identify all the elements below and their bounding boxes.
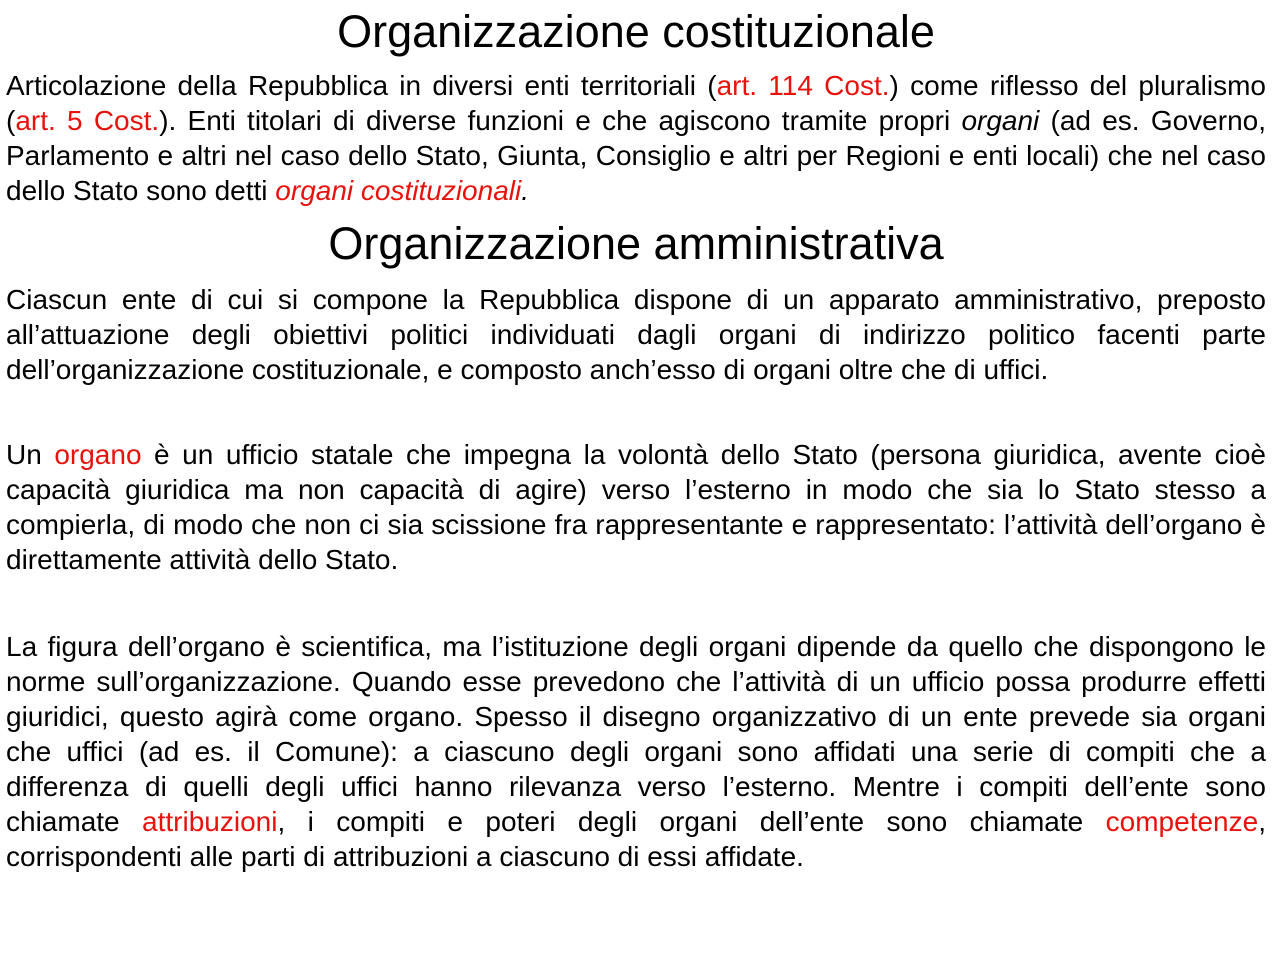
- paragraph-organo: [6, 437, 1266, 577]
- paragraph-figura-organo: [6, 629, 1266, 874]
- section-title-costituzionale: Organizzazione costituzionale: [337, 6, 935, 57]
- text-span: ). Enti titolari di diverse funzioni e che agiscono tramite propri: [159, 105, 962, 136]
- section-title-amministrativa: Organizzazione amministrativa: [328, 218, 944, 269]
- term-organo: organo: [54, 439, 142, 470]
- term-organi-costituzionali: organi costituzionali: [275, 175, 522, 206]
- text-span: ) come riflesso del pluralismo (: [6, 70, 1266, 136]
- link-art-5[interactable]: art. 5 Cost.: [15, 105, 160, 136]
- term-organi: organi: [961, 105, 1040, 136]
- text-span: (ad es. Governo, Parlamento e altri nel caso dello Stato, Giunta, Consiglio e altri per Regioni e enti locali) che nel caso dello Stato sono detti: [6, 105, 1266, 206]
- paragraph-apparato: Ciascun ente di cui si compone la Repubblica dispone di un apparato amministrativo, preposto all’attuazione degli obiettivi politici individuati dagli organi di indirizzo politico facenti parte dell’organizzazione costituzionale, e composto anch’esso di organi oltre che di uffici.: [6, 284, 1266, 385]
- term-attribuzioni: attribuzioni: [142, 806, 278, 837]
- text-period: .: [521, 175, 529, 206]
- text-span: Un: [6, 439, 55, 470]
- slide: [0, 4, 1280, 964]
- link-art-114[interactable]: art. 114 Cost.: [716, 70, 890, 101]
- text-span: è un ufficio statale che impegna la volontà dello Stato (persona giuridica, avente cioè capacità giuridica ma non capacità di agire) verso l’esterno in modo che sia lo Stato stesso a compierla, di modo che non ci sia scissione fra rappresentante e rappresentato: l’attività dell’organo è direttamente attività dello Stato.: [6, 439, 1266, 575]
- term-competenze: competenze: [1105, 806, 1259, 837]
- text-span: Articolazione della Repubblica in diversi enti territoriali (: [6, 70, 717, 101]
- text-span: La figura dell’organo è scientifica, ma l’istituzione degli organi dipende da quello che dispongono le norme sull’organizzazione. Quando esse prevedono che l’attività di un ufficio possa produrre effetti giuridici, questo agirà come organo. Spesso il disegno organizzativo di un ente prevede sia organi che uffici (ad es. il Comune): a ciascuno degli organi sono affidati una serie di compiti che a differenza di quelli degli uffici hanno rilevanza verso l’esterno. Mentre i compiti dell’ente sono chiamate: [6, 631, 1266, 837]
- text-span: , corrispondenti alle parti di attribuzioni a ciascuno di essi affidate.: [6, 806, 1266, 872]
- text-span: , i compiti e poteri degli organi dell’ente sono chiamate: [277, 806, 1106, 837]
- paragraph-articolazione: [6, 68, 1266, 208]
